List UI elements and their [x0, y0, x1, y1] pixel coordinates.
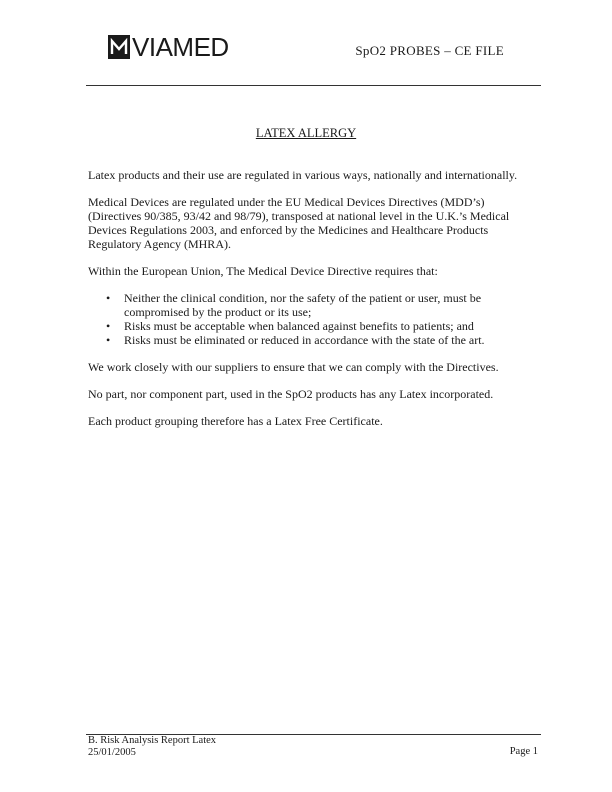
- list-item: • Risks must be acceptable when balanced against benefits to patients; and: [124, 319, 524, 333]
- paragraph-no-latex: No part, nor component part, used in the SpO2 products has any Latex incorporated.: [88, 387, 494, 401]
- paragraph-certificate: Each product grouping therefore has a Latex Free Certificate.: [88, 414, 383, 428]
- page-footer-left: [88, 735, 216, 759]
- list-item: • Risks must be eliminated or reduced in accordance with the state of the art.: [124, 333, 524, 347]
- document-body: [88, 126, 524, 441]
- list-item: • Neither the clinical condition, nor the safety of the patient or user, must be compromised by the product or its use;: [124, 291, 524, 319]
- document-title: LATEX ALLERGY: [255, 126, 357, 140]
- paragraph-suppliers: We work closely with our suppliers to ensure that we can comply with the Directives.: [88, 360, 499, 374]
- footer-date: 25/01/2005: [88, 747, 136, 758]
- logo-text: VIAMED: [132, 32, 229, 62]
- footer-page-number: Page 1: [509, 746, 538, 757]
- requirements-list: [88, 291, 524, 347]
- page-header: [0, 0, 612, 88]
- footer-doc-reference: B. Risk Analysis Report Latex: [88, 735, 217, 746]
- paragraph-intro: Latex products and their use are regulated in various ways, nationally and internationally.: [88, 168, 518, 182]
- viamed-logo-icon: [108, 35, 130, 59]
- header-divider: [86, 85, 541, 86]
- header-file-title: SpO2 PROBES – CE FILE: [355, 43, 504, 58]
- viamed-logo: [108, 34, 229, 60]
- paragraph-regulation: Medical Devices are regulated under the EU Medical Devices Directives (MDD’s) (Directives 90/385, 93/42 and 98/79), transposed at national level in the U.K.’s Medical Devices Regulations 2003, and enforced by the Medicines and Healthcare Products Regulatory Agency (MHRA).: [88, 195, 510, 251]
- paragraph-directive-intro: Within the European Union, The Medical Device Directive requires that:: [88, 264, 438, 278]
